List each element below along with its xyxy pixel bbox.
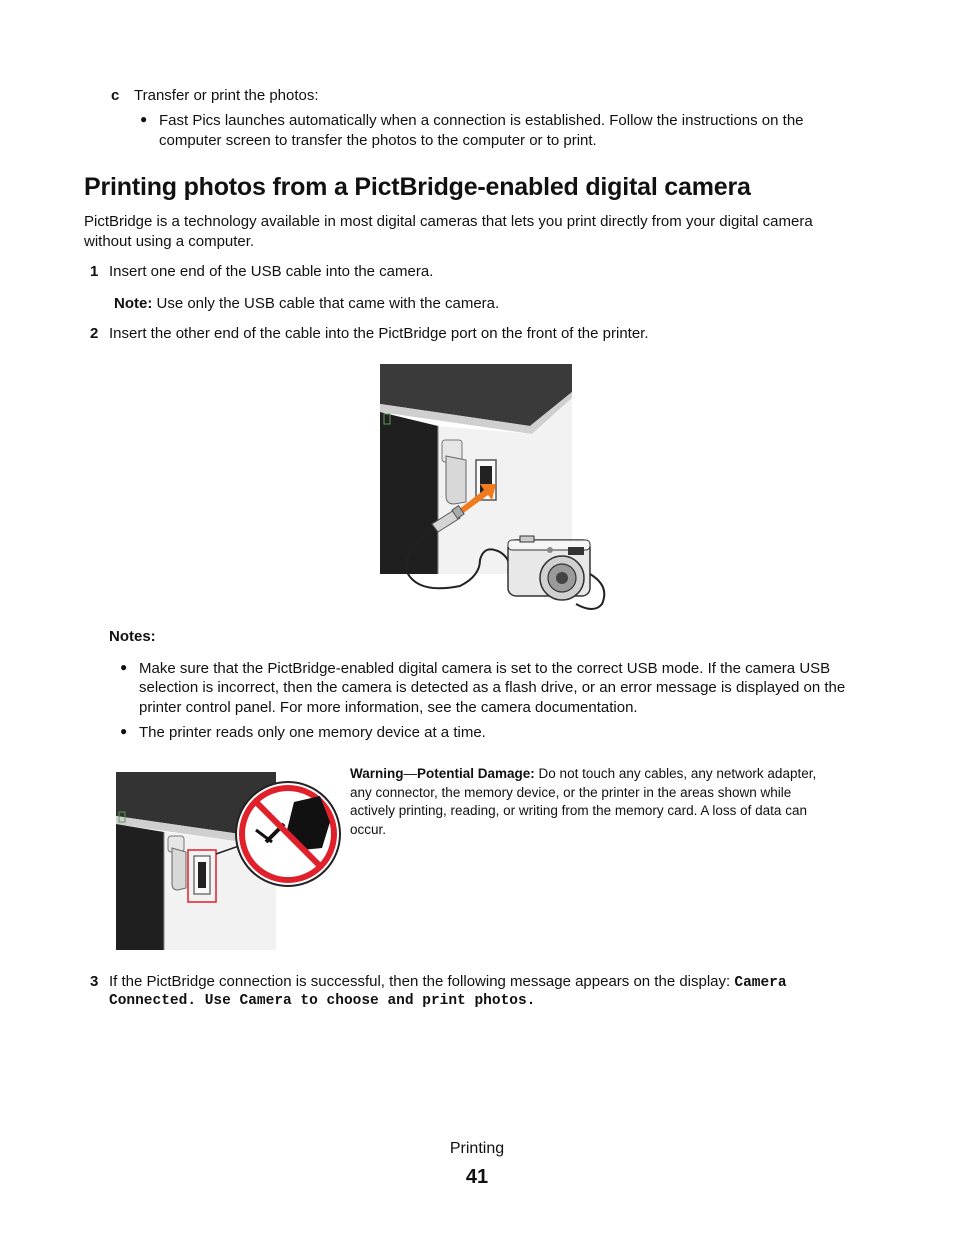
warning-body: Do not touch any cables, any network adapter, <box>538 766 817 781</box>
note-item-line: The printer reads only one memory device at a time. <box>139 724 486 741</box>
bullet-line: Fast Pics launches automatically when a connection is established. Follow the instructions on the <box>159 112 804 129</box>
warning-illustration <box>116 772 346 950</box>
warning-dash: — <box>403 766 417 781</box>
step-text-body: If the PictBridge connection is successful, then the following message appears on the display: <box>109 973 731 990</box>
note <box>114 294 499 314</box>
warning-sublabel: Potential Damage: <box>417 766 535 781</box>
note-item-line: Make sure that the PictBridge-enabled digital camera is set to the correct USB mode. If the camera USB <box>139 660 831 677</box>
step-number: 3 <box>90 973 99 990</box>
warning-line: any connector, the memory device, or the printer in the areas shown while <box>350 784 792 800</box>
notes-label: Notes: <box>109 628 156 645</box>
warning-label: Warning <box>350 766 404 781</box>
display-message: Connected. Use Camera to choose and print photos. <box>109 993 536 1009</box>
bullet-glyph: ● <box>120 660 128 674</box>
intro-text: PictBridge is a technology available in most digital cameras that lets you print directly from your digital camera <box>84 213 813 230</box>
warning-line: occur. <box>350 821 387 837</box>
step-text: Insert one end of the USB cable into the camera. <box>109 263 434 280</box>
page-number: 41 <box>465 1166 489 1188</box>
substep-marker: c <box>111 87 120 104</box>
note-item-line: printer control panel. For more information, see the camera documentation. <box>139 699 638 716</box>
printer-camera-illustration <box>380 364 610 614</box>
bullet-line: computer screen to transfer the photos to the computer or to print. <box>159 132 597 149</box>
step-number: 2 <box>90 325 99 342</box>
note-item-line: selection is incorrect, then the camera is detected as a flash drive, or an error message is displayed on the <box>139 679 846 696</box>
bullet-glyph: ● <box>120 724 128 738</box>
intro-text: without using a computer. <box>84 233 255 250</box>
warning-text <box>350 765 870 839</box>
section-heading: Printing photos from a PictBridge-enabled digital camera <box>84 173 751 201</box>
warning-line: actively printing, reading, or writing from the memory card. A loss of data can <box>350 803 807 818</box>
substep-text: Transfer or print the photos: <box>134 87 319 104</box>
bullet-glyph: ● <box>140 112 148 126</box>
step-text: Insert the other end of the cable into the PictBridge port on the front of the printer. <box>109 325 649 342</box>
step-number: 1 <box>90 263 99 280</box>
display-message: Camera <box>734 975 787 991</box>
note-label: Note: <box>114 295 153 312</box>
step-text <box>109 972 787 993</box>
footer-label: Printing <box>449 1140 505 1157</box>
note-text: Use only the USB cable that came with the camera. <box>156 295 500 312</box>
warning-line <box>350 765 870 784</box>
